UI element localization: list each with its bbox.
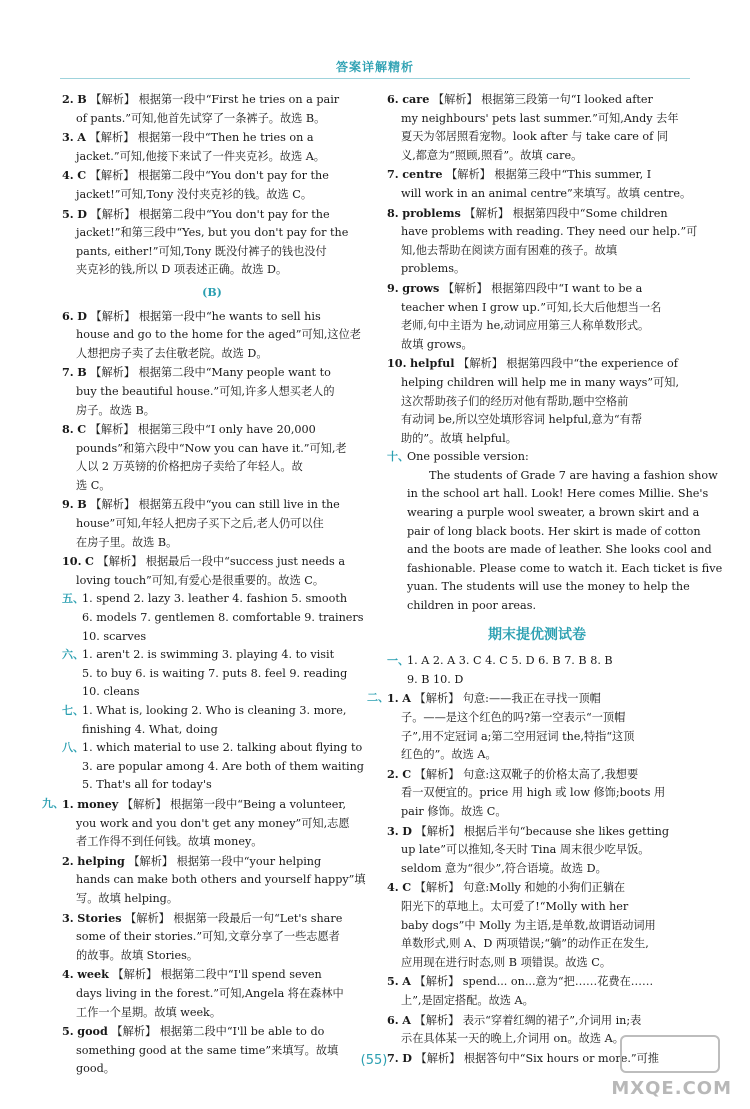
section-label: 十、 bbox=[387, 450, 409, 464]
essay-line: fashionable. Please come to watch it. Each ticket is five bbox=[407, 561, 723, 575]
item-continuation: house”可知,年轻人把房子买下之后,老人仍可以住 bbox=[76, 517, 324, 531]
item-continuation: 单数形式,则 A、D 两项错误;“躺”的动作正在发生, bbox=[401, 937, 649, 951]
section-line bbox=[387, 652, 687, 671]
header-title: 答案详解精析 bbox=[335, 60, 414, 74]
item-continuation: 应用现在进行时态,则 B 项错误。故选 C。 bbox=[401, 955, 612, 969]
item-number: 7. bbox=[387, 167, 399, 182]
item-continuation: 示在具体某一天的晚上,介词用 on。故选 A。 bbox=[401, 1032, 624, 1046]
section-text: 6. models 7. gentlemen 8. comfortable 9. trainers bbox=[82, 611, 364, 625]
item-explanation: 【解析】 根据第一段中“Being a volunteer, bbox=[121, 797, 347, 811]
item-continuation: will work in an animal centre”来填写。故填 centre。 bbox=[401, 186, 692, 200]
item-continuation: 红色的”。故选 A。 bbox=[401, 748, 497, 762]
item-continuation: 故填 grows。 bbox=[401, 337, 473, 351]
item-answer: problems bbox=[402, 205, 461, 220]
section-line bbox=[62, 776, 362, 795]
item-answer: money bbox=[77, 796, 119, 811]
item-continuation: 阳光下的草地上。太可爱了!“Molly with her bbox=[401, 899, 629, 913]
section-text: 3. are popular among 4. Are both of them waiting bbox=[82, 759, 364, 773]
section-line bbox=[62, 646, 362, 665]
section-text: 1. which material to use 2. talking about flying to bbox=[82, 741, 363, 755]
answer-line bbox=[62, 909, 362, 929]
section-label: 一、 bbox=[387, 654, 409, 668]
item-explanation: 【解析】 spend... on...意为“把……花费在…… bbox=[414, 975, 654, 989]
item-answer: A bbox=[77, 130, 86, 145]
item-explanation: 【解析】 根据第四段中“I want to be a bbox=[442, 281, 643, 295]
answer-item bbox=[62, 965, 362, 1022]
answer-line bbox=[387, 354, 687, 374]
page-number: (55) bbox=[360, 1053, 388, 1068]
item-explanation: 【解析】 根据第三段中“I only have 20,000 bbox=[89, 423, 316, 437]
answer-line bbox=[62, 363, 362, 383]
item-number: 7. bbox=[62, 365, 74, 380]
item-continuation: 夹克衫的钱,所以 D 项表述正确。故选 D。 bbox=[76, 263, 288, 277]
item-answer: A bbox=[402, 1012, 411, 1027]
item-number: 9. bbox=[387, 280, 399, 295]
item-continuation: some of their stories.”可知,文章分享了一些志愿者 bbox=[76, 930, 340, 944]
item-continuation: 上”,是固定搭配。故选 A。 bbox=[401, 993, 534, 1007]
item-explanation: 【解析】 根据第一段中“Then he tries on a bbox=[89, 131, 314, 145]
item-explanation: 【解析】 根据第一段中“your helping bbox=[128, 854, 322, 868]
answer-line bbox=[387, 1011, 687, 1031]
item-answer: D bbox=[402, 1050, 412, 1065]
answer-item bbox=[387, 165, 692, 203]
answer-line bbox=[387, 165, 687, 185]
item-number: 4. bbox=[387, 880, 399, 895]
item-explanation: 【解析】 根据第三段中“This summer, I bbox=[446, 168, 652, 182]
answer-line bbox=[62, 552, 362, 572]
item-number: 1. bbox=[62, 796, 74, 811]
section-text: 10. cleans bbox=[82, 685, 140, 699]
answer-line bbox=[62, 965, 362, 985]
section-label: 八、 bbox=[62, 741, 84, 755]
item-explanation: 【解析】 根据答句中“Six hours or more.”可推 bbox=[415, 1051, 659, 1065]
section-line bbox=[62, 609, 362, 628]
item-continuation: teacher when I grow up.”可知,长大后他想当一名 bbox=[401, 300, 662, 314]
item-continuation: 看一双便宜的。price 用 high 或 low 修饰;boots 用 bbox=[401, 786, 666, 800]
item-continuation: 写。故填 helping。 bbox=[76, 891, 179, 905]
answer-line bbox=[62, 795, 362, 815]
section-text: 1. spend 2. lazy 3. leather 4. fashion 5. smooth bbox=[82, 592, 348, 606]
essay-line: wearing a purple wool sweater, a brown skirt and a bbox=[407, 506, 700, 520]
item-continuation: 的故事。故填 Stories。 bbox=[76, 948, 199, 962]
essay-line: in the school art hall. Look! Here comes Millie. She's bbox=[407, 487, 709, 501]
section-label: 二、 bbox=[367, 691, 389, 705]
item-continuation: good。 bbox=[76, 1062, 115, 1076]
essay-intro bbox=[387, 448, 687, 467]
item-continuation: jacket!”可知,Tony 没付夹克衫的钱。故选 C。 bbox=[76, 187, 313, 201]
answer-item bbox=[387, 90, 687, 165]
answer-line bbox=[62, 90, 362, 110]
item-continuation: loving touch”可知,有爱心是很重要的。故选 C。 bbox=[76, 573, 325, 587]
section-line bbox=[62, 683, 362, 702]
section-line bbox=[387, 671, 687, 690]
item-continuation: days living in the forest.”可知,Angela 将在森林中 bbox=[76, 986, 344, 1000]
item-explanation: 【解析】 表示“穿着红绸的裙子”,介词用 in;表 bbox=[414, 1013, 642, 1027]
section-nine bbox=[42, 795, 366, 1079]
item-number: 2. bbox=[387, 766, 399, 781]
item-continuation: 工作一个星期。故填 week。 bbox=[76, 1005, 222, 1019]
item-continuation: 选 C。 bbox=[76, 478, 111, 492]
section-text: finishing 4. What, doing bbox=[82, 722, 218, 736]
item-continuation: jacket!”和第三段中“Yes, but you don't pay for the bbox=[76, 226, 349, 240]
item-answer: B bbox=[77, 497, 87, 512]
item-number: 4. bbox=[62, 168, 74, 183]
section-line bbox=[62, 665, 362, 684]
answer-item bbox=[62, 420, 362, 495]
answer-item bbox=[387, 765, 687, 822]
item-answer: B bbox=[77, 365, 87, 380]
left-column bbox=[42, 90, 366, 1079]
item-continuation: 夏天为邻居照看宠物。look after 与 take care of 同 bbox=[401, 130, 669, 144]
item-continuation: helping children will help me in many ways”可知, bbox=[401, 375, 680, 389]
item-number: 2. bbox=[62, 853, 74, 868]
watermark-logo bbox=[620, 1035, 720, 1073]
item-explanation: 【解析】 根据第四段中“Some children bbox=[464, 206, 668, 220]
item-explanation: 【解析】 根据第五段中“you can still live in the bbox=[90, 498, 340, 512]
item-number: 6. bbox=[387, 1012, 399, 1027]
answer-line bbox=[62, 166, 362, 186]
section-line bbox=[62, 739, 362, 758]
answer-line bbox=[387, 90, 687, 110]
answer-item bbox=[62, 909, 362, 966]
item-explanation: 【解析】 句意:——我正在寻找一顶帽 bbox=[414, 692, 601, 706]
answer-line bbox=[62, 307, 362, 327]
item-explanation: 【解析】 根据第一段最后一句“Let's share bbox=[125, 911, 343, 925]
item-explanation: 【解析】 根据第二段中“You don't pay for the bbox=[89, 169, 329, 183]
section-line bbox=[62, 590, 362, 609]
section-label: 九、 bbox=[42, 796, 64, 810]
item-continuation: 人想把房子卖了去住敬老院。故选 D。 bbox=[76, 346, 268, 360]
item-continuation: 子。——是这个红色的吗?第一空表示“一顶帽 bbox=[401, 711, 626, 724]
answer-item bbox=[387, 822, 687, 879]
section-label: 五、 bbox=[62, 592, 84, 606]
answer-item bbox=[62, 128, 362, 166]
item-continuation: 有动词 be,所以空处填形容词 helpful,意为“有帮 bbox=[401, 413, 643, 427]
item-number: 3. bbox=[387, 823, 399, 838]
item-number: 5. bbox=[387, 974, 399, 989]
answer-item bbox=[62, 552, 362, 590]
answer-item bbox=[387, 878, 687, 972]
item-number: 10. bbox=[387, 356, 407, 371]
answer-line bbox=[62, 420, 362, 440]
item-answer: C bbox=[402, 766, 412, 781]
answer-line bbox=[387, 878, 687, 898]
answer-item bbox=[387, 972, 687, 1010]
section-label: 七、 bbox=[62, 704, 84, 717]
section-text: 1. aren't 2. is swimming 3. playing 4. to visit bbox=[82, 648, 335, 662]
answer-line bbox=[62, 205, 362, 225]
item-answer: grows bbox=[402, 280, 440, 295]
item-explanation: 【解析】 根据第三段第一句“I looked after bbox=[432, 93, 653, 106]
answer-line bbox=[387, 765, 687, 785]
item-number: 6. bbox=[62, 308, 74, 323]
item-number: 9. bbox=[62, 497, 74, 512]
item-explanation: 【解析】 根据第二段中“I'll be able to do bbox=[111, 1025, 325, 1039]
page-number-text: 55 bbox=[365, 1053, 383, 1068]
answer-item bbox=[62, 90, 362, 128]
answer-line bbox=[62, 1022, 362, 1042]
item-number: 10. bbox=[62, 554, 82, 569]
item-number: 4. bbox=[62, 967, 74, 982]
item-continuation: buy the beautiful house.”可知,许多人想买老人的 bbox=[76, 384, 335, 398]
item-number: 1. bbox=[387, 691, 399, 706]
item-continuation: 者工作得不到任何钱。故填 money。 bbox=[76, 835, 263, 849]
answer-item bbox=[387, 279, 687, 354]
item-number: 8. bbox=[387, 205, 399, 220]
answer-item bbox=[387, 204, 698, 279]
answer-item bbox=[62, 307, 362, 364]
item-continuation: 房子。故选 B。 bbox=[76, 403, 155, 417]
item-continuation: pounds”和第六段中“Now you can have it.”可知,老 bbox=[76, 441, 347, 455]
answer-line bbox=[62, 852, 362, 872]
section-text: 1. What is, looking 2. Who is cleaning 3. more, bbox=[82, 704, 347, 717]
section-text: 9. B 10. D bbox=[407, 672, 464, 686]
item-continuation: 这次帮助孩子们的经历对他有帮助,题中空格前 bbox=[401, 394, 629, 408]
item-continuation: 知,他去帮助在阅读方面有困难的孩子。故填 bbox=[401, 243, 618, 257]
item-explanation: 【解析】 根据第二段中“Many people want to bbox=[90, 366, 331, 380]
item-continuation: 在房子里。故选 B。 bbox=[76, 535, 178, 549]
item-continuation: up late”可以推知,冬天时 Tina 周末很少吃早饭。 bbox=[401, 843, 650, 857]
item-answer: helpful bbox=[410, 356, 455, 371]
item-continuation: you work and you don't get any money”可知,志愿 bbox=[76, 816, 350, 830]
item-explanation: 【解析】 根据第二段中“You don't pay for the bbox=[90, 207, 330, 221]
item-answer: C bbox=[402, 880, 412, 895]
item-continuation: seldom 意为“很少”,符合语境。故选 D。 bbox=[401, 861, 607, 875]
item-answer: good bbox=[77, 1024, 108, 1039]
item-number: 2. bbox=[62, 92, 74, 106]
item-number: 3. bbox=[62, 910, 74, 925]
item-explanation: 【解析】 根据后半句“because she likes getting bbox=[415, 824, 670, 838]
section-ten bbox=[387, 448, 723, 615]
item-answer: C bbox=[85, 554, 94, 569]
item-continuation: hands can make both others and yourself happy”填 bbox=[76, 873, 366, 887]
header-divider bbox=[60, 78, 690, 79]
answer-item bbox=[62, 795, 362, 852]
item-continuation: pants, either!”可知,Tony 既没付裤子的钱也没付 bbox=[76, 244, 327, 258]
answer-line bbox=[62, 128, 362, 148]
answer-line bbox=[387, 972, 687, 992]
answer-line bbox=[387, 204, 687, 224]
essay-intro-text: One possible version: bbox=[407, 450, 529, 464]
essay-line: children in poor areas. bbox=[407, 599, 537, 613]
section-line bbox=[62, 628, 362, 647]
item-number: 7. bbox=[387, 1050, 399, 1065]
item-answer: A bbox=[402, 974, 411, 989]
item-continuation: something good at the same time”来填写。故填 bbox=[76, 1043, 339, 1057]
item-continuation: my neighbours' pets last summer.”可知,Andy 去年 bbox=[401, 111, 679, 125]
item-explanation: 【解析】 根据最后一段中“success just needs a bbox=[97, 555, 346, 569]
item-continuation: problems。 bbox=[401, 262, 466, 276]
item-answer: helping bbox=[77, 853, 125, 868]
essay-line: and the boots are made of leather. She looks cool and bbox=[407, 543, 712, 557]
item-number: 6. bbox=[387, 92, 399, 106]
item-continuation: 子”,用不定冠词 a;第二空用冠词 the,特指“这顶 bbox=[401, 729, 635, 743]
item-explanation: 【解析】 根据第一段中“he wants to sell his bbox=[90, 309, 321, 323]
item-number: 3. bbox=[62, 130, 74, 145]
item-explanation: 【解析】 句意:Molly 和她的小狗们正躺在 bbox=[414, 881, 626, 895]
item-answer: B bbox=[77, 92, 87, 106]
section-text: 5. That's all for today's bbox=[82, 778, 212, 792]
item-answer: centre bbox=[402, 167, 443, 182]
section-subtitle-b: (B) bbox=[202, 285, 222, 299]
answer-line bbox=[387, 279, 687, 299]
item-answer: A bbox=[402, 691, 411, 706]
answer-item bbox=[62, 1022, 362, 1079]
item-answer: D bbox=[77, 206, 87, 221]
item-continuation: 人以 2 万英镑的价格把房子卖给了年轻人。故 bbox=[76, 460, 303, 474]
item-explanation: 【解析】 句意:这双靴子的价格太高了,我想要 bbox=[414, 767, 639, 781]
section-text: 5. to buy 6. is waiting 7. puts 8. feel 9. reading bbox=[82, 666, 348, 680]
item-continuation: pair 修饰。故选 C。 bbox=[401, 804, 507, 818]
section-line bbox=[62, 721, 362, 740]
test-title: 期末提优测试卷 bbox=[488, 626, 586, 643]
item-continuation: baby dogs”中 Molly 为主语,是单数,故谓语动词用 bbox=[401, 918, 656, 932]
item-continuation: have problems with reading. They need our help.”可 bbox=[401, 225, 698, 239]
section-text: 10. scarves bbox=[82, 629, 147, 643]
item-answer: D bbox=[402, 823, 412, 838]
item-continuation: of pants.”可知,他首先试穿了一条裤子。故选 B。 bbox=[76, 111, 326, 125]
page-header bbox=[0, 0, 750, 86]
answer-line bbox=[62, 495, 362, 515]
essay-line: The students of Grade 7 are having a fashion show bbox=[429, 468, 718, 482]
answer-item bbox=[62, 495, 362, 552]
answer-line bbox=[387, 689, 687, 709]
section-line bbox=[62, 758, 362, 777]
item-continuation: house and go to the home for the aged”可知,这位老 bbox=[76, 328, 361, 342]
item-explanation: 【解析】 根据第四段中“the experience of bbox=[458, 357, 678, 371]
item-answer: week bbox=[77, 967, 109, 982]
item-continuation: jacket.”可知,他接下来试了一件夹克衫。故选 A。 bbox=[76, 149, 325, 163]
answer-line bbox=[387, 822, 687, 842]
answer-item bbox=[387, 354, 687, 448]
item-answer: C bbox=[77, 422, 87, 437]
item-continuation: 老师,句中主语为 he,动词应用第三人称单数形式。 bbox=[401, 319, 650, 333]
essay-line: yuan. The students will use the money to help the bbox=[407, 580, 690, 594]
essay-line: pair of long black boots. Her skirt is made of cotton bbox=[407, 524, 701, 538]
item-number: 5. bbox=[62, 206, 74, 221]
section-text: 1. A 2. A 3. C 4. C 5. D 6. B 7. B 8. B bbox=[407, 654, 613, 668]
item-answer: C bbox=[77, 168, 87, 183]
answer-item bbox=[62, 363, 362, 420]
answer-item bbox=[62, 166, 362, 204]
watermark-site: MXQE.COM bbox=[611, 1078, 732, 1099]
item-number: 5. bbox=[62, 1024, 74, 1039]
item-continuation: 义,都意为“照顾,照看”。故填 care。 bbox=[401, 148, 583, 162]
item-answer: care bbox=[402, 92, 430, 106]
section-label: 六、 bbox=[62, 648, 84, 662]
item-number: 8. bbox=[62, 422, 74, 437]
section-line bbox=[62, 702, 362, 721]
item-explanation: 【解析】 根据第一段中“First he tries on a pair bbox=[90, 93, 340, 106]
item-answer: Stories bbox=[77, 910, 122, 925]
item-answer: D bbox=[77, 308, 87, 323]
item-continuation: 助的”。故填 helpful。 bbox=[401, 431, 517, 445]
item-explanation: 【解析】 根据第二段中“I'll spend seven bbox=[112, 968, 322, 982]
answer-item bbox=[387, 689, 687, 764]
answer-item bbox=[62, 852, 366, 909]
answer-item bbox=[62, 205, 362, 280]
